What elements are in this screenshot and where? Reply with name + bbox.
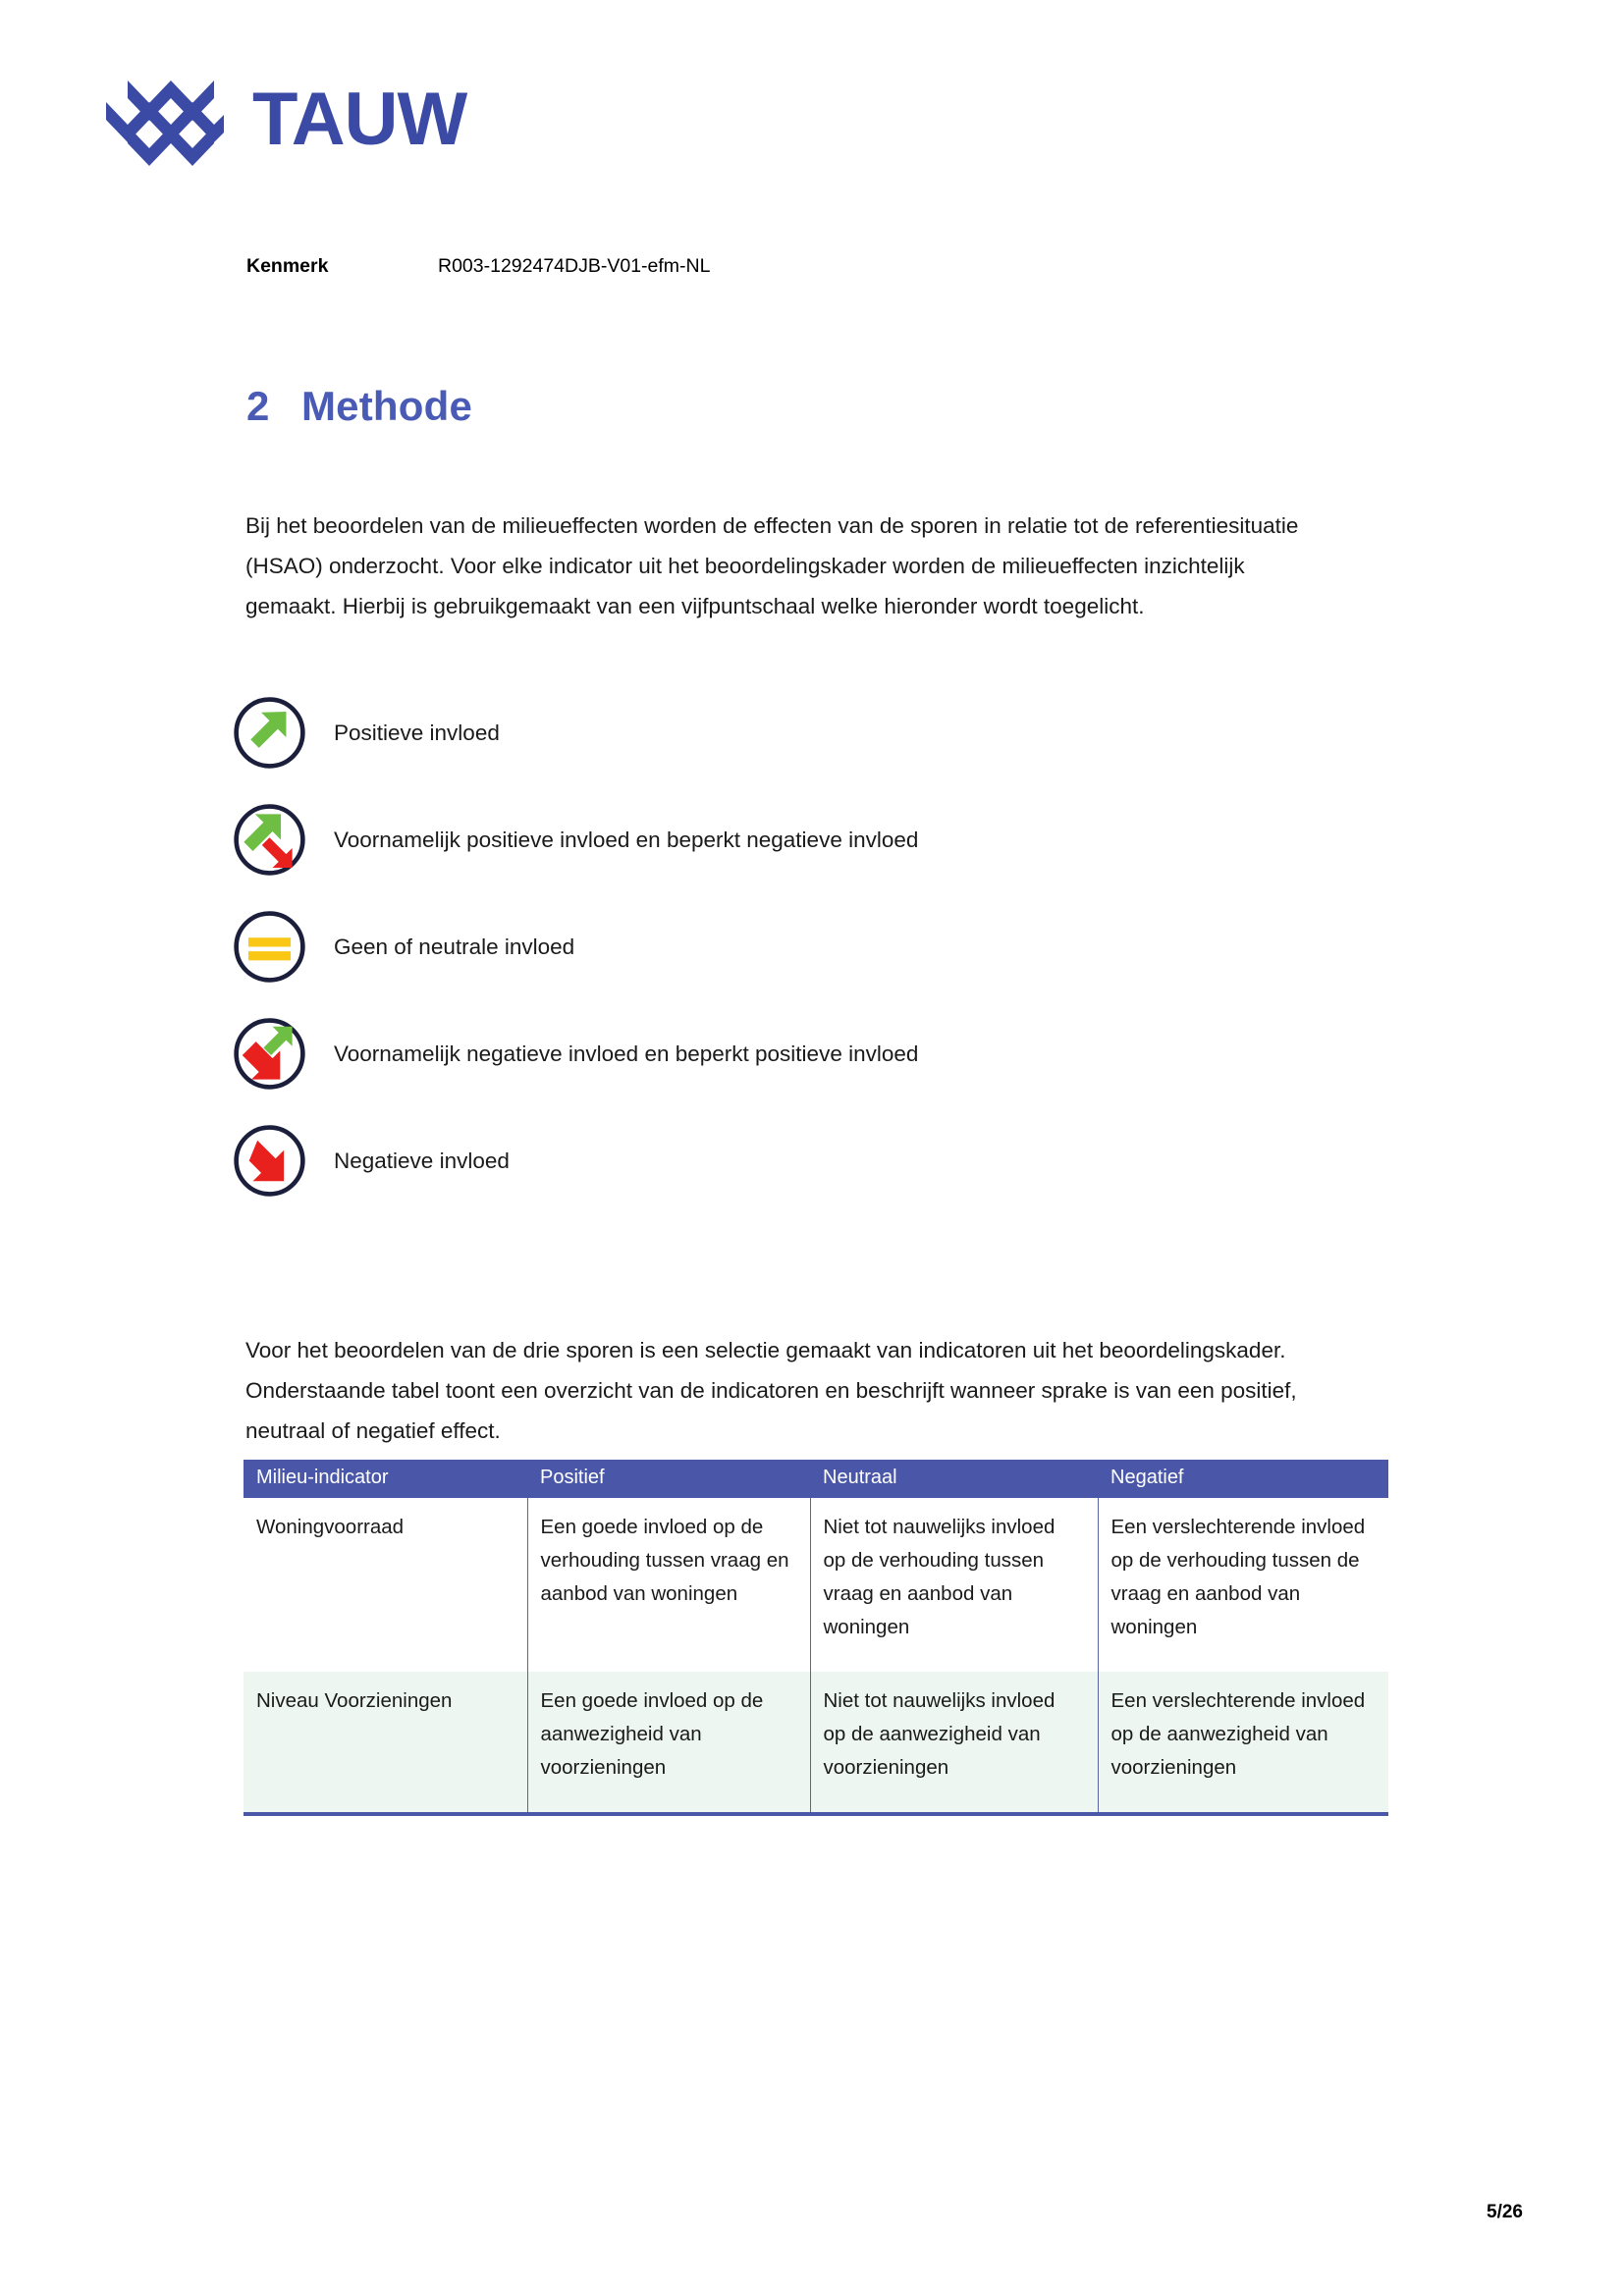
- table-cell-positief: Een goede invloed op de verhouding tussen vraag en aanbod van woningen: [527, 1498, 810, 1672]
- arrow-down-right-red-icon: [232, 1123, 307, 1199]
- arrow-down-red-with-small-up-green-icon: [232, 1016, 307, 1092]
- heading-number: 2: [246, 383, 270, 429]
- heading-text: Methode: [301, 383, 473, 429]
- table-header-cell: Negatief: [1098, 1460, 1388, 1498]
- table-cell-negatief: Een verslechterende invloed op de verhouding tussen de vraag en aanbod van woningen: [1098, 1498, 1388, 1672]
- legend-row: [232, 802, 918, 878]
- impact-scale-legend: [232, 695, 918, 1199]
- tauw-logo: [98, 71, 466, 169]
- kenmerk: [246, 255, 710, 278]
- table-header-row: [244, 1460, 1388, 1498]
- table-cell-positief: Een goede invloed op de aanwezigheid van voorzieningen: [527, 1672, 810, 1814]
- table-header-cell: Positief: [527, 1460, 810, 1498]
- legend-label: Voornamelijk positieve invloed en beperkt negatieve invloed: [334, 827, 919, 852]
- legend-row: [232, 1123, 918, 1199]
- table-header-cell: Neutraal: [810, 1460, 1098, 1498]
- table-row: [244, 1498, 1388, 1672]
- table-cell-neutraal: Niet tot nauwelijks invloed op de aanwezigheid van voorzieningen: [810, 1672, 1098, 1814]
- table-cell-indicator: Niveau Voorzieningen: [244, 1672, 527, 1814]
- table-cell-negatief: Een verslechterende invloed op de aanwezigheid van voorzieningen: [1098, 1672, 1388, 1814]
- equals-yellow-icon: [232, 909, 307, 985]
- indicator-table: [244, 1460, 1388, 1816]
- kenmerk-value: R003-1292474DJB-V01-efm-NL: [438, 255, 711, 277]
- table-row: [244, 1672, 1388, 1814]
- tauw-lattice-logo-icon: [98, 71, 231, 169]
- legend-label: Positieve invloed: [334, 720, 500, 745]
- legend-row: [232, 695, 918, 771]
- table-cell-neutraal: Niet tot nauwelijks invloed op de verhouding tussen vraag en aanbod van woningen: [810, 1498, 1098, 1672]
- tauw-wordmark: TAUW: [252, 78, 467, 161]
- legend-label: Negatieve invloed: [334, 1148, 510, 1173]
- intro-paragraph: Bij het beoordelen van de milieueffecten worden de effecten van de sporen in relatie tot de referentiesituatie (HSAO) onderzocht. Voor elke indicator uit het beoordelingskader worden de milieueffecten inzichtelijk gemaakt. Hierbij is gebruikgemaakt van een vijfpuntschaal welke hieronder wordt toegelicht.: [245, 512, 1299, 618]
- legend-row: [232, 1016, 918, 1092]
- legend-label: Voornamelijk negatieve invloed en beperkt positieve invloed: [334, 1041, 919, 1066]
- table-cell-indicator: Woningvoorraad: [256, 1516, 405, 1538]
- legend-row: [232, 909, 918, 985]
- page-number: 5/26: [1487, 2202, 1523, 2222]
- page-title: [246, 383, 472, 430]
- arrow-up-right-green-icon: [232, 695, 307, 771]
- table-lead-paragraph: Voor het beoordelen van de drie sporen is een selectie gemaakt van indicatoren uit het beoordelingskader. Onderstaande tabel toont een overzicht van de indicatoren en beschrijft wanneer sprake is van een positief, neutraal of negatief effect.: [245, 1337, 1297, 1443]
- arrow-up-green-with-small-down-red-icon: [232, 802, 307, 878]
- table-header-cell: Milieu-indicator: [244, 1460, 527, 1498]
- kenmerk-label: Kenmerk: [246, 255, 329, 277]
- legend-label: Geen of neutrale invloed: [334, 934, 575, 959]
